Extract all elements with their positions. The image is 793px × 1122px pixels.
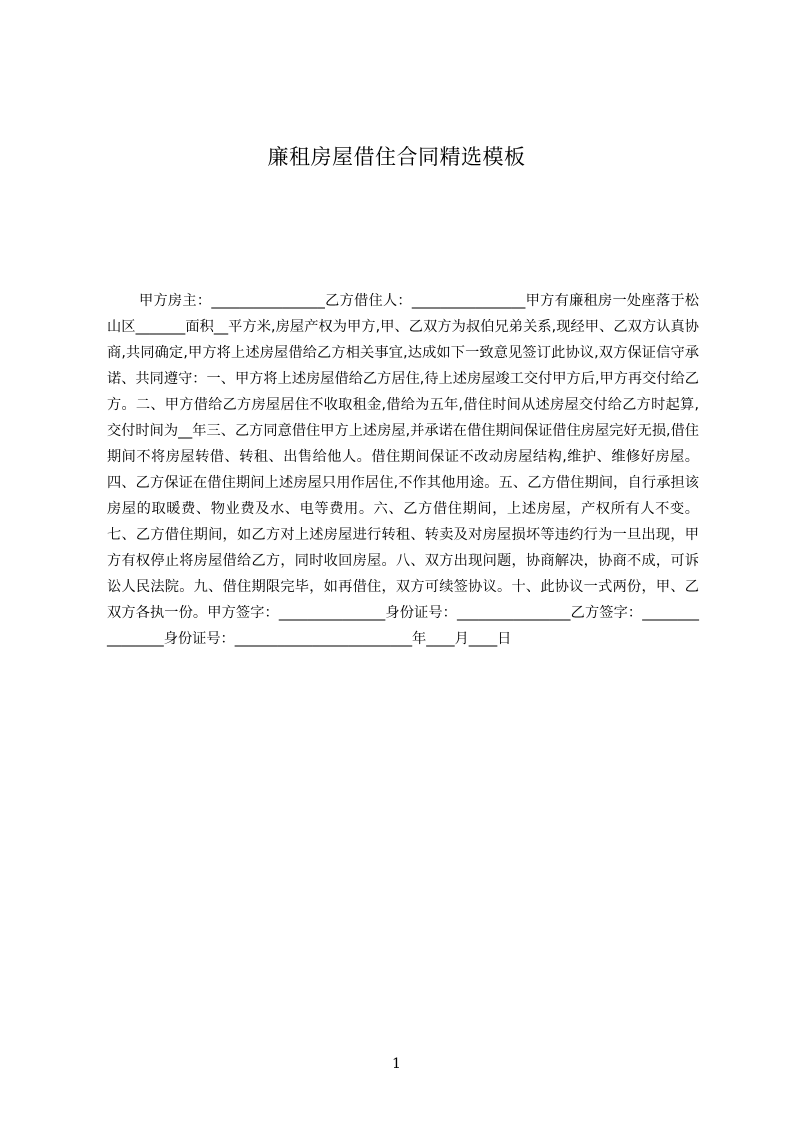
document-title: 廉租房屋借住合同精选模板 (267, 145, 526, 169)
document-body (107, 288, 699, 652)
body-paragraph: 甲方房主：________________乙方借住人：________________甲方有廉租房一处座落于松山区_______面积__平方米,房屋产权为甲方,甲、乙双方为叔伯兄弟关系,现经甲、乙双方认真协商,共同确定,甲方将上述房屋借给乙方相关事宜,达成如下一致意见签订此协议,双方保证信守承诺、共同遵守：一、甲方将上述房屋借给乙方居住,待上述房屋竣工交付甲方后,甲方再交付给乙方。二、甲方借给乙方房屋居住不收取租金,借给为五年,借住时间从述房屋交付给乙方时起算,交付时间为__年三、乙方同意借住甲方上述房屋,并承诺在借住期间保证借住房屋完好无损,借住期间不将房屋转借、转租、出售给他人。借住期间保证不改动房屋结构,维护、维修好房屋。四、乙方保证在借住期间上述房屋只用作居住,不作其他用途。五、乙方借住期间，自行承担该房屋的取暖费、物业费及水、电等费用。六、乙方借住期间，上述房屋，产权所有人不变。七、乙方借住期间，如乙方对上述房屋进行转租、转卖及对房屋损坏等违约行为一旦出现，甲方有权停止将房屋借给乙方，同时收回房屋。八、双方出现问题，协商解决，协商不成，可诉讼人民法院。九、借住期限完毕，如再借住，双方可续签协议。十、此协议一式两份，甲、乙双方各执一份。甲方签字：_______________身份证号：________________乙方签字：________________身份证号：_________________________年____月____日 (107, 293, 699, 647)
page-number: 1 (392, 1056, 401, 1072)
